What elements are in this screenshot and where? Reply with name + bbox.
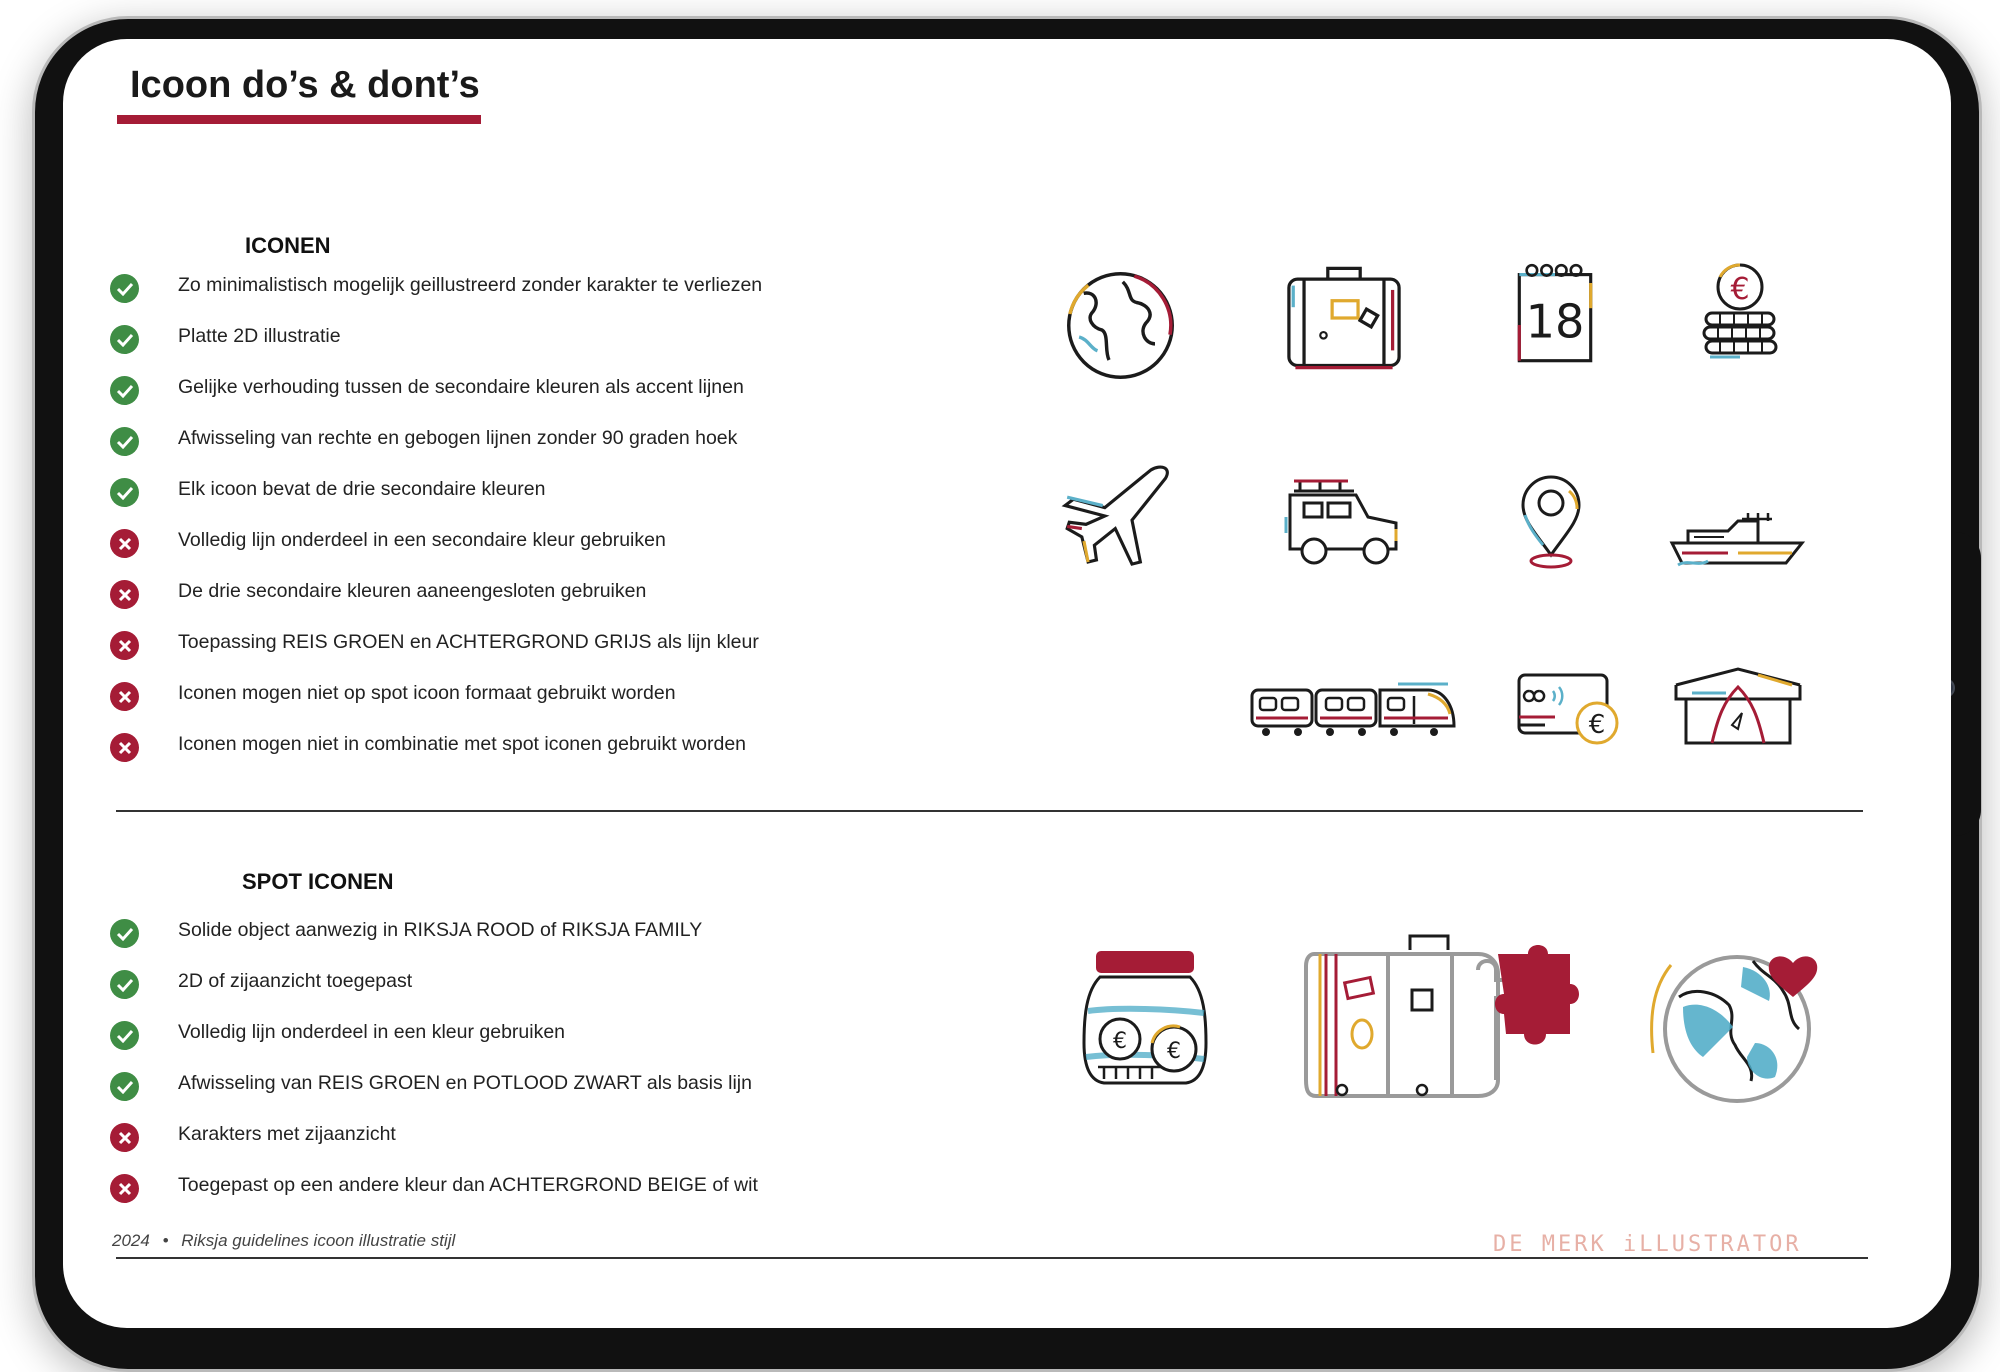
rule-text: Volledig lijn onderdeel in een secondaire kleur gebruiken	[178, 529, 666, 551]
section-heading-iconen: ICONEN	[245, 233, 331, 258]
check-icon	[110, 1072, 139, 1101]
rule-text: Afwisseling van REIS GROEN en POTLOOD ZWART als basis lijn	[178, 1072, 752, 1094]
cross-icon	[110, 631, 139, 660]
rule-text: Iconen mogen niet in combinatie met spot iconen gebruikt worden	[178, 733, 747, 755]
cross-icon	[110, 1123, 139, 1152]
rule-text: Volledig lijn onderdeel in een kleur gebruiken	[178, 1021, 566, 1043]
check-icon	[110, 427, 139, 456]
section-divider	[116, 810, 1863, 812]
rule-text: Gelijke verhouding tussen de secondaire kleuren als accent lijnen	[178, 376, 744, 398]
euro-symbol: €	[1167, 1039, 1181, 1064]
check-icon	[110, 325, 139, 354]
rule-text: Toegepast op een andere kleur dan ACHTERGROND BEIGE of wit	[178, 1174, 758, 1196]
map-pin-icon	[1517, 475, 1585, 571]
rule-text: Iconen mogen niet op spot icoon formaat gebruikt worden	[178, 682, 676, 704]
check-icon	[110, 1021, 139, 1050]
cross-icon	[110, 580, 139, 609]
check-icon	[110, 376, 139, 405]
suitcase-puzzle-spot-icon	[1302, 930, 1602, 1100]
rule-text: Afwisseling van rechte en gebogen lijnen zonder 90 graden hoek	[178, 427, 738, 449]
title-underline	[117, 115, 481, 124]
rule-text: 2D of zijaanzicht toegepast	[178, 970, 413, 992]
rule-text: Solide object aanwezig in RIKSJA ROOD of RIKSJA FAMILY	[178, 919, 703, 941]
calendar-number: 18	[1525, 294, 1585, 349]
euro-symbol: €	[1730, 272, 1750, 307]
rule-text: Zo minimalistisch mogelijk geillustreerd zonder karakter te verliezen	[178, 274, 763, 296]
check-icon	[110, 274, 139, 303]
airplane-icon	[1063, 462, 1178, 570]
rule-text: Platte 2D illustratie	[178, 325, 341, 347]
footer-separator: •	[162, 1231, 169, 1250]
brand-signature: DE MERK iLLUSTRATOR	[1493, 1232, 1802, 1257]
section-heading-spot-iconen: SPOT ICONEN	[242, 869, 394, 894]
rule-text: Toepassing REIS GROEN en ACHTERGROND GRIJS als lijn kleur	[178, 631, 759, 653]
cross-icon	[110, 529, 139, 558]
cross-icon	[110, 1174, 139, 1203]
footer-year: 2024	[112, 1231, 150, 1250]
globe-heart-spot-icon	[1643, 947, 1828, 1105]
train-icon	[1248, 680, 1458, 740]
ship-icon	[1668, 509, 1808, 567]
footer-caption	[112, 1231, 455, 1251]
suitcase-icon	[1283, 264, 1405, 372]
rule-text: De drie secondaire kleuren aaneengesloten gebruiken	[178, 580, 647, 602]
rule-text: Elk icoon bevat de drie secondaire kleuren	[178, 478, 546, 500]
coin-stack-icon	[1700, 261, 1780, 365]
footer-caption-text: Riksja guidelines icoon illustratie stijl	[181, 1231, 456, 1250]
check-icon	[110, 919, 139, 948]
calendar-icon	[1512, 262, 1598, 367]
euro-symbol: €	[1588, 710, 1606, 740]
page-title: Icoon do’s & dont’s	[130, 64, 480, 106]
footer-divider	[116, 1257, 1868, 1259]
check-icon	[110, 970, 139, 999]
cross-icon	[110, 733, 139, 762]
globe-icon	[1063, 268, 1178, 383]
check-icon	[110, 478, 139, 507]
jeep-icon	[1283, 477, 1405, 565]
credit-card-icon	[1515, 671, 1625, 747]
cross-icon	[110, 682, 139, 711]
money-jar-spot-icon	[1080, 947, 1210, 1087]
rule-text: Karakters met zijaanzicht	[178, 1123, 396, 1145]
tent-icon	[1672, 665, 1804, 747]
euro-symbol: €	[1113, 1029, 1127, 1054]
